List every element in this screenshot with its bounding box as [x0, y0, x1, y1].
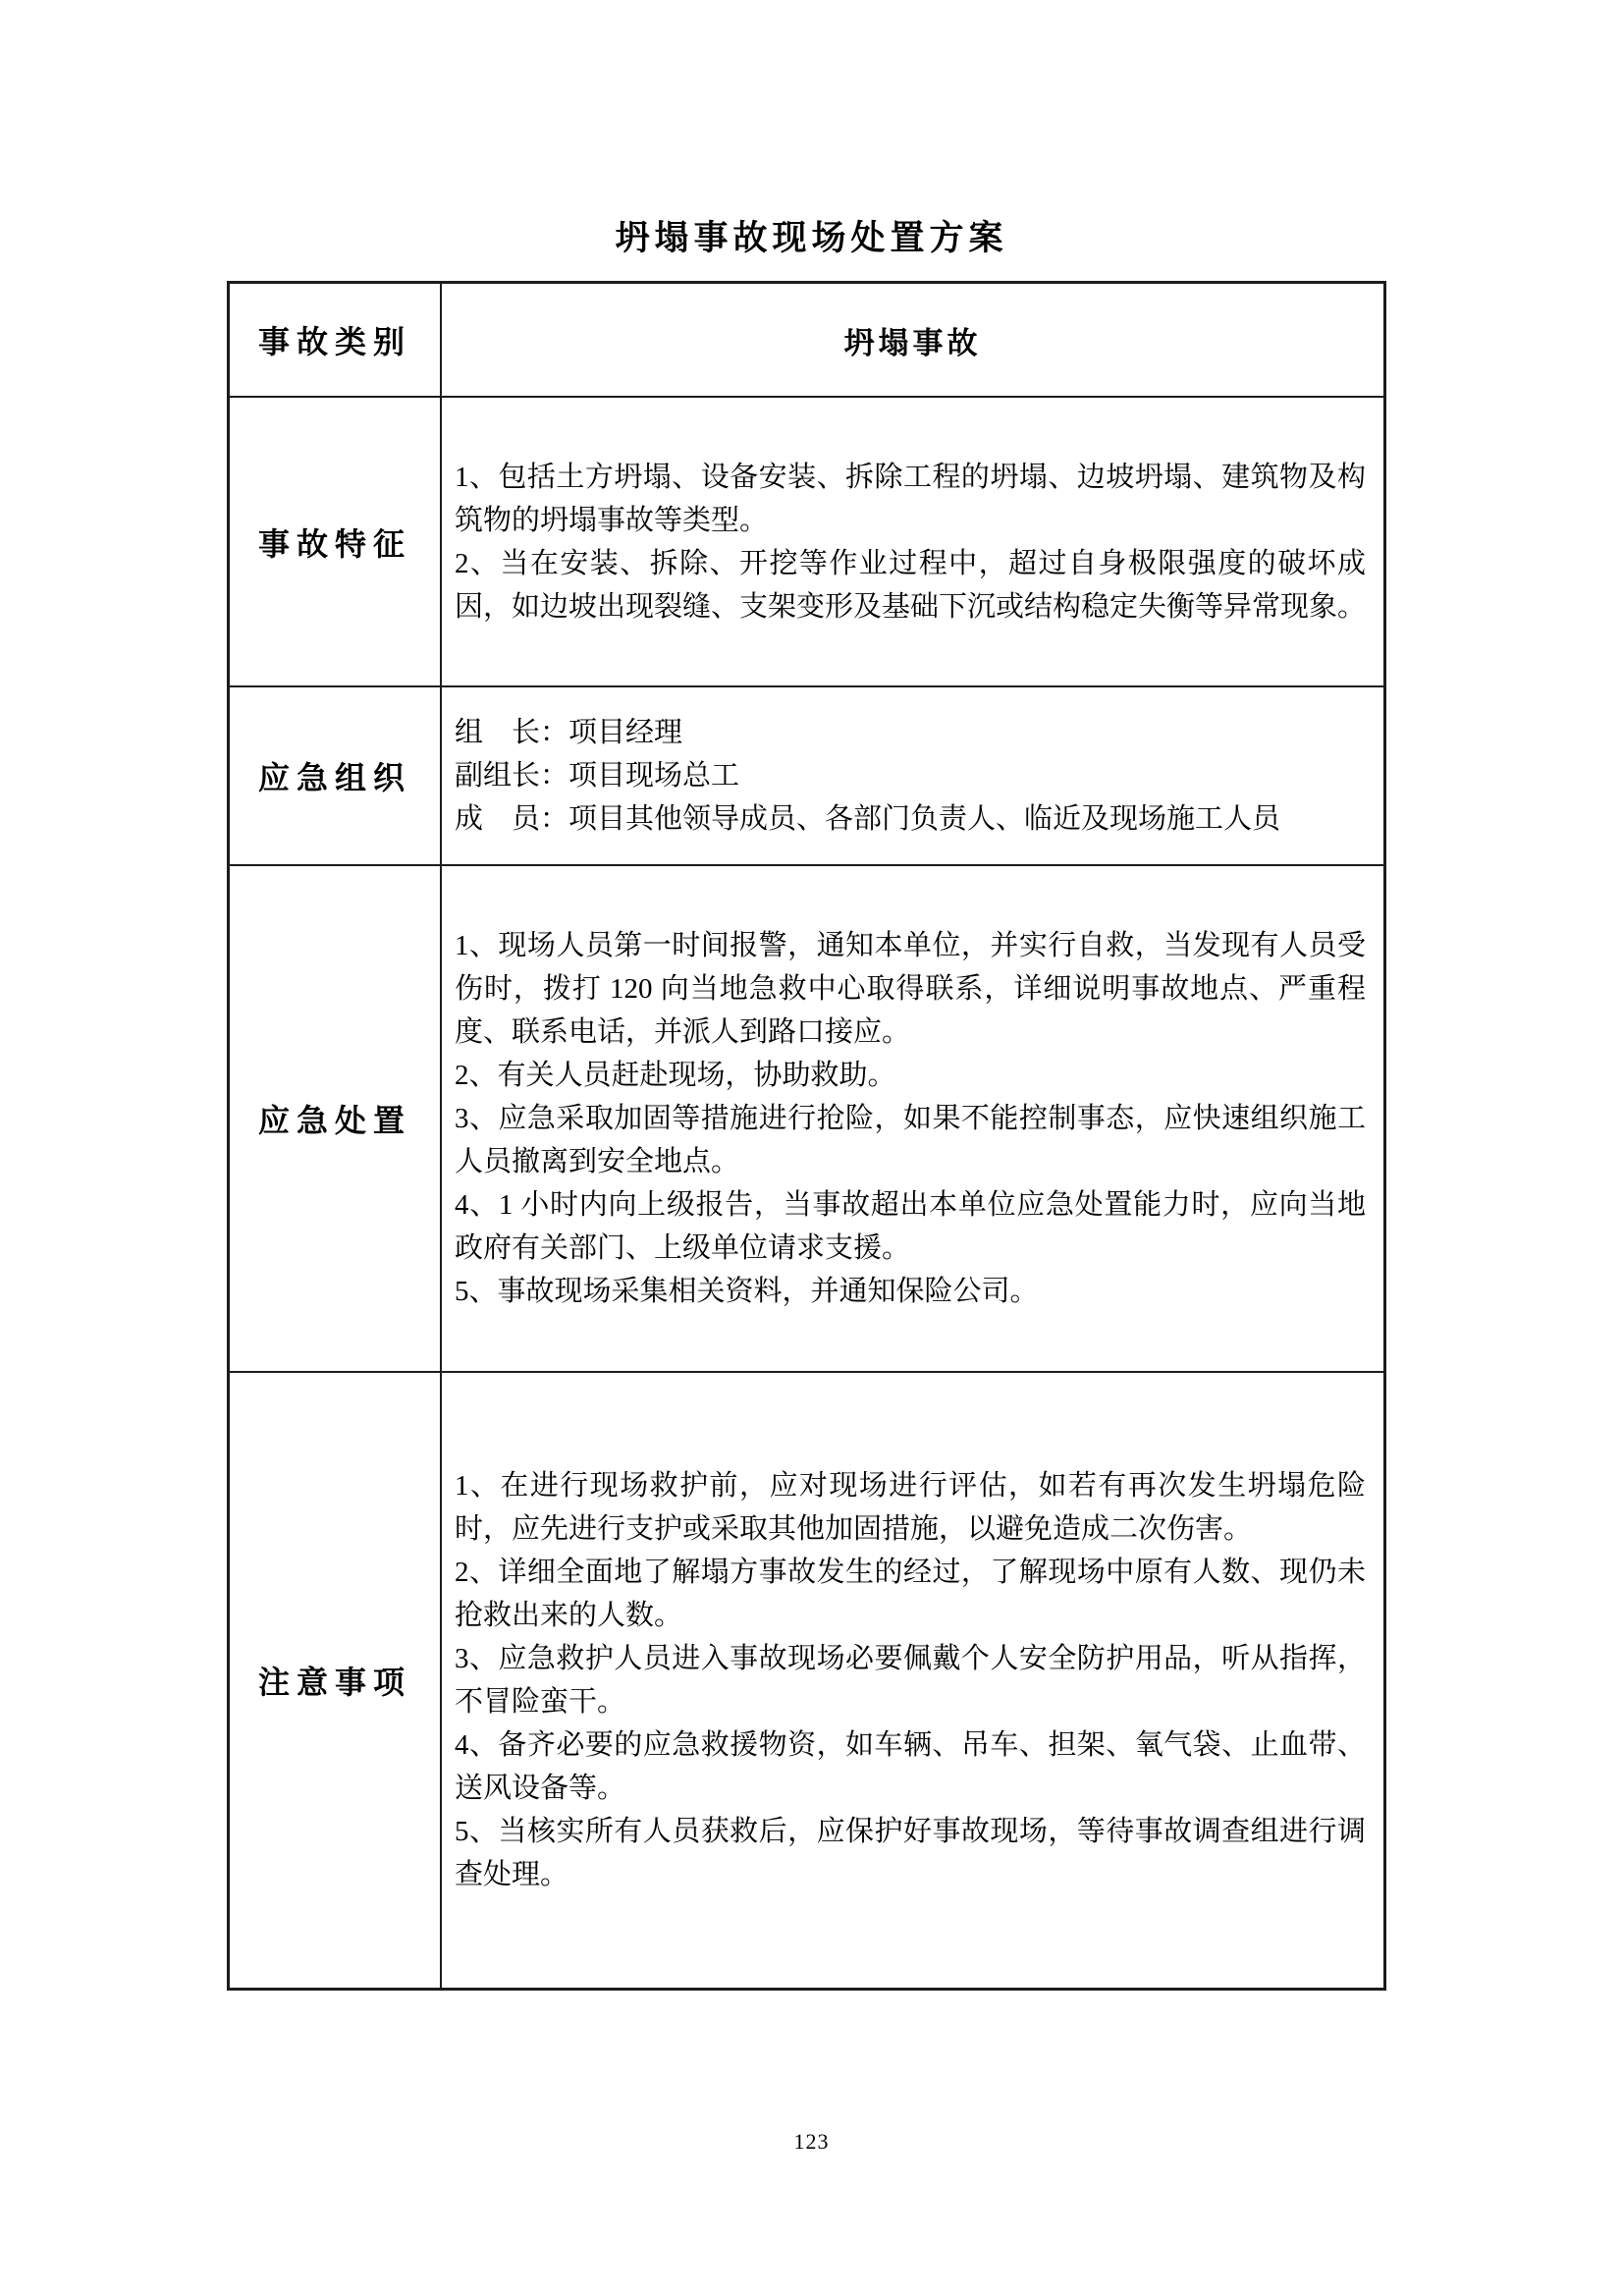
- table-row-precautions: [229, 1372, 1385, 1990]
- precaution-item-3: 3、应急救护人员进入事故现场必要佩戴个人安全防护用品，听从指挥，不冒险蛮干。: [455, 1643, 1366, 1718]
- accident-plan-table: [227, 281, 1386, 1991]
- cell-emergency-disposal: [441, 865, 1385, 1372]
- table-row-accident-features: [229, 397, 1385, 686]
- disposal-item-1: 1、现场人员第一时间报警，通知本单位，并实行自救，当发现有人员受伤时，拨打 120 向当地急救中心取得联系，详细说明事故地点、严重程度、联系电话，并派人到路口接应。: [455, 930, 1366, 1048]
- cell-emergency-organization: [441, 686, 1385, 865]
- org-members-line: 成 员：项目其他领导成员、各部门负责人、临近及现场施工人员: [455, 803, 1281, 835]
- page-title: 坍塌事故现场处置方案: [615, 219, 1008, 257]
- row-label-emergency-disposal: 应急处置: [229, 865, 442, 1372]
- precaution-item-4: 4、备齐必要的应急救援物资，如车辆、吊车、担架、氧气袋、止血带、送风设备等。: [455, 1729, 1366, 1804]
- row-label-accident-features: 事故特征: [229, 397, 442, 686]
- table-row-emergency-organization: [229, 686, 1385, 865]
- org-leader-line: 组 长：项目经理: [455, 717, 683, 748]
- row-label-accident-category: 事故类别: [229, 283, 442, 398]
- accident-features-item-2: 2、当在安装、拆除、开挖等作业过程中，超过自身极限强度的破坏成因，如边坡出现裂缝、支架变形及基础下沉或结构稳定失衡等异常现象。: [455, 547, 1367, 623]
- disposal-item-4: 4、1 小时内向上级报告，当事故超出本单位应急处置能力时，应向当地政府有关部门、上级单位请求支援。: [455, 1189, 1366, 1264]
- accident-features-item-1: 1、包括土方坍塌、设备安装、拆除工程的坍塌、边坡坍塌、建筑物及构筑物的坍塌事故等类型。: [455, 461, 1366, 536]
- precaution-item-1: 1、在进行现场救护前，应对现场进行评估，如若有再次发生坍塌危险时，应先进行支护或采取其他加固措施，以避免造成二次伤害。: [455, 1470, 1366, 1545]
- disposal-item-5: 5、事故现场采集相关资料，并通知保险公司。: [455, 1276, 1039, 1307]
- precaution-item-2: 2、详细全面地了解塌方事故发生的经过，了解现场中原有人数、现仍未抢救出来的人数。: [455, 1557, 1366, 1631]
- cell-accident-category-value: 坍塌事故: [441, 283, 1385, 398]
- row-label-emergency-organization: 应急组织: [229, 686, 442, 865]
- table-row-emergency-disposal: [229, 865, 1385, 1372]
- disposal-item-2: 2、有关人员赶赴现场，协助救助。: [455, 1060, 896, 1091]
- precaution-item-5: 5、当核实所有人员获救后，应保护好事故现场，等待事故调查组进行调查处理。: [455, 1816, 1366, 1890]
- table-row-accident-category: [229, 283, 1385, 398]
- cell-accident-features: [441, 397, 1385, 686]
- disposal-item-3: 3、应急采取加固等措施进行抢险，如果不能控制事态，应快速组织施工人员撤离到安全地点。: [455, 1103, 1366, 1177]
- page-number: 123: [793, 2129, 830, 2154]
- org-deputy-leader-line: 副组长：项目现场总工: [455, 760, 740, 792]
- row-label-precautions: 注意事项: [229, 1372, 442, 1990]
- cell-precautions: [441, 1372, 1385, 1990]
